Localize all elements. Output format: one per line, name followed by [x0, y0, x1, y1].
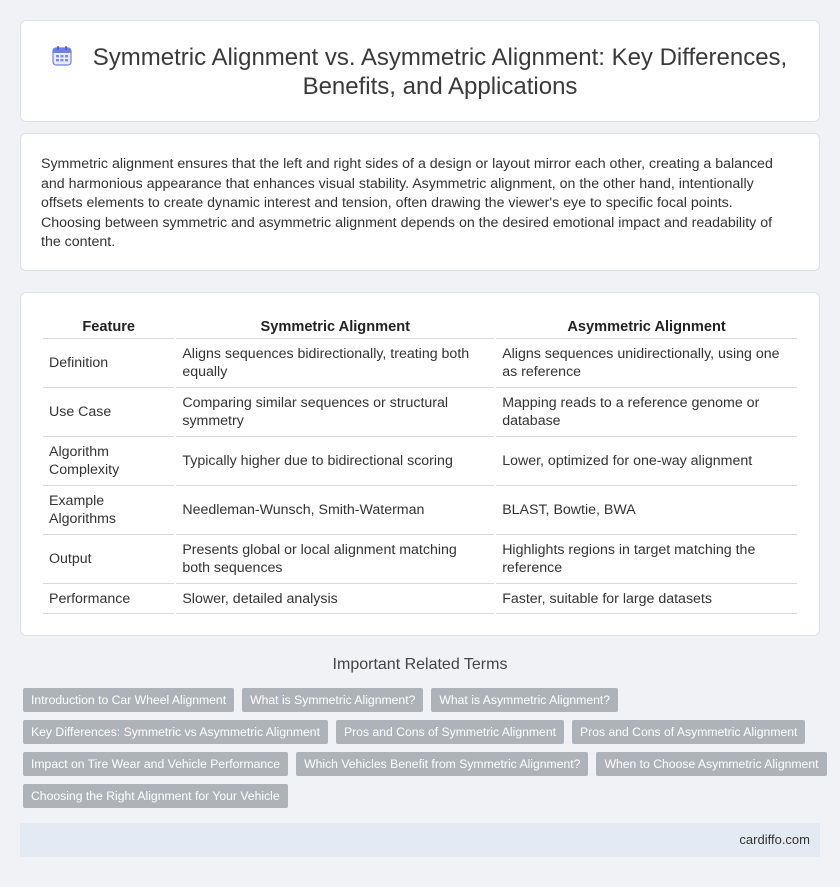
feature-cell: Algorithm Complexity [43, 437, 174, 486]
related-term-tag[interactable]: Introduction to Car Wheel Alignment [23, 688, 234, 712]
related-terms-heading: Important Related Terms [332, 656, 508, 673]
feature-cell: Example Algorithms [43, 486, 174, 535]
related-term-tag[interactable]: Key Differences: Symmetric vs Asymmetric Alignment [23, 720, 328, 744]
comparison-card [20, 292, 820, 636]
asymmetric-cell: Mapping reads to a reference genome or database [496, 388, 797, 437]
intro-card [20, 133, 820, 271]
related-term-tag[interactable]: What is Asymmetric Alignment? [431, 688, 618, 712]
symmetric-cell: Presents global or local alignment matching both sequences [176, 535, 494, 584]
asymmetric-cell: Highlights regions in target matching the reference [496, 535, 797, 584]
header-asymmetric: Asymmetric Alignment [496, 315, 797, 339]
table-row [43, 486, 797, 535]
related-term-tag[interactable]: When to Choose Asymmetric Alignment [596, 752, 826, 776]
header-symmetric: Symmetric Alignment [176, 315, 494, 339]
footer-site-link[interactable]: cardiffo.com [739, 832, 810, 847]
comparison-table [41, 315, 799, 614]
asymmetric-cell: Aligns sequences unidirectionally, using one as reference [496, 339, 797, 388]
footer [20, 823, 820, 857]
page-title: Symmetric Alignment vs. Asymmetric Alignment: Key Differences, Benefits, and Applications [92, 44, 788, 100]
intro-paragraph: Symmetric alignment ensures that the left and right sides of a design or layout mirror each other, creating a balanced and harmonious appearance that enhances visual stability. Asymmetric alignment, on the other hand, intentionally offsets elements to create dynamic interest and tension, often drawing the viewer's eye to specific focal points. Choosing between symmetric and asymmetric alignment depends on the desired emotional impact and readability of the content. [41, 156, 773, 251]
feature-cell: Definition [43, 339, 174, 388]
table-row [43, 437, 797, 486]
feature-cell: Output [43, 535, 174, 584]
related-terms-list [23, 688, 823, 816]
symmetric-cell: Typically higher due to bidirectional scoring [176, 437, 494, 486]
table-row [43, 535, 797, 584]
feature-cell: Performance [43, 584, 174, 614]
feature-cell: Use Case [43, 388, 174, 437]
title-card [20, 20, 820, 122]
symmetric-cell: Comparing similar sequences or structural symmetry [176, 388, 494, 437]
symmetric-cell: Aligns sequences bidirectionally, treating both equally [176, 339, 494, 388]
table-header-row [43, 315, 797, 339]
asymmetric-cell: BLAST, Bowtie, BWA [496, 486, 797, 535]
symmetric-cell: Needleman-Wunsch, Smith-Waterman [176, 486, 494, 535]
table-row [43, 339, 797, 388]
table-row [43, 584, 797, 614]
asymmetric-cell: Lower, optimized for one-way alignment [496, 437, 797, 486]
table-row [43, 388, 797, 437]
related-term-tag[interactable]: Pros and Cons of Symmetric Alignment [336, 720, 564, 744]
related-term-tag[interactable]: Impact on Tire Wear and Vehicle Performance [23, 752, 288, 776]
related-term-tag[interactable]: What is Symmetric Alignment? [242, 688, 423, 712]
related-term-tag[interactable]: Choosing the Right Alignment for Your Vehicle [23, 784, 288, 808]
asymmetric-cell: Faster, suitable for large datasets [496, 584, 797, 614]
symmetric-cell: Slower, detailed analysis [176, 584, 494, 614]
header-feature: Feature [43, 315, 174, 339]
related-term-tag[interactable]: Which Vehicles Benefit from Symmetric Alignment? [296, 752, 588, 776]
related-term-tag[interactable]: Pros and Cons of Asymmetric Alignment [572, 720, 805, 744]
